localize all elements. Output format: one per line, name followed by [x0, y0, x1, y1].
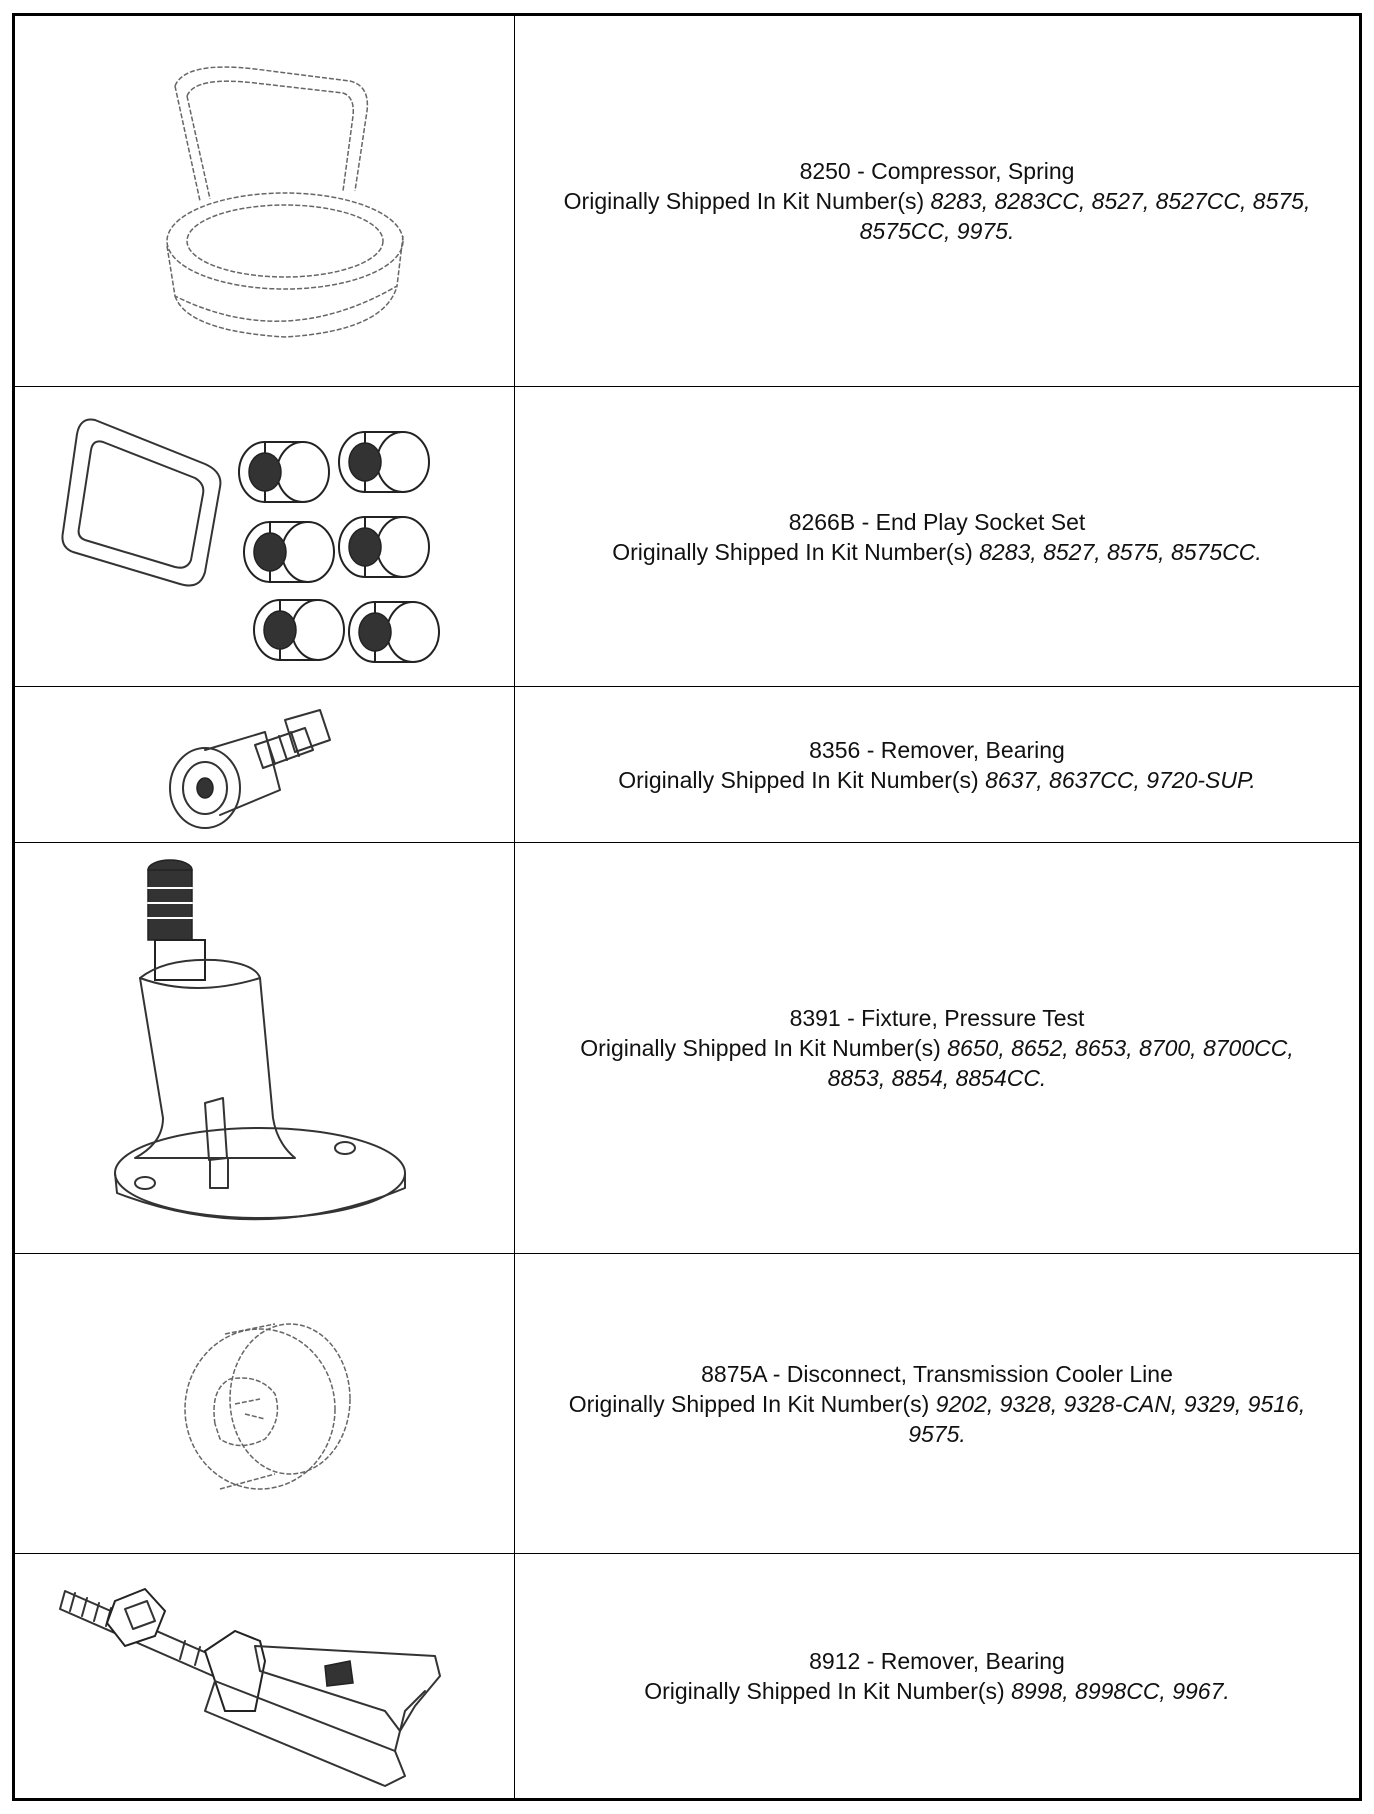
table-row — [15, 16, 1359, 386]
kit-prefix: Originally Shipped In Kit Number(s) — [644, 1678, 1005, 1704]
image-cell — [15, 1554, 515, 1798]
kit-list — [569, 1389, 1305, 1419]
kit-prefix: Originally Shipped In Kit Number(s) — [618, 766, 979, 793]
description-cell — [515, 843, 1359, 1253]
kit-list — [564, 186, 1311, 216]
bearing-puller-icon — [55, 1561, 475, 1791]
tool-catalog-table — [12, 13, 1362, 1801]
kit-list — [580, 1033, 1293, 1063]
pressure-test-fixture-icon — [105, 848, 425, 1248]
kit-list — [644, 1676, 1230, 1706]
kit-numbers: 9202, 9328, 9328-CAN, 9329, 9516, — [935, 1390, 1306, 1417]
socket-group — [239, 432, 439, 662]
kit-numbers-continued: 8853, 8854, 8854CC. — [827, 1065, 1047, 1091]
table-row — [15, 1554, 1359, 1798]
kit-numbers-continued: 9575. — [908, 1420, 966, 1447]
image-cell — [15, 16, 515, 386]
tool-title: 8356 - Remover, Bearing — [809, 736, 1065, 763]
kit-list — [612, 537, 1262, 567]
kit-prefix: Originally Shipped In Kit Number(s) — [563, 188, 925, 214]
image-cell — [15, 1254, 515, 1553]
table-row — [15, 1254, 1359, 1553]
kit-numbers: 8650, 8652, 8653, 8700, 8700CC, — [947, 1035, 1294, 1061]
image-cell — [15, 387, 515, 686]
tool-title: 8250 - Compressor, Spring — [799, 158, 1075, 184]
kit-prefix: Originally Shipped In Kit Number(s) — [568, 1390, 930, 1417]
kit-numbers: 8283, 8527, 8575, 8575CC. — [979, 538, 1262, 565]
description-cell — [515, 387, 1359, 686]
table-row — [15, 387, 1359, 686]
kit-numbers: 8283, 8283CC, 8527, 8527CC, 8575, — [930, 188, 1311, 214]
description-cell — [515, 687, 1359, 842]
description-cell — [515, 16, 1359, 386]
end-play-socket-set-icon — [55, 392, 475, 682]
description-cell — [515, 1254, 1359, 1553]
kit-numbers: 8637, 8637CC, 9720-SUP. — [985, 766, 1256, 793]
table-row — [15, 687, 1359, 842]
tool-title: 8912 - Remover, Bearing — [809, 1648, 1065, 1674]
image-cell — [15, 687, 515, 842]
kit-numbers: 8998, 8998CC, 9967. — [1011, 1678, 1230, 1704]
table-row — [15, 843, 1359, 1253]
kit-list — [618, 765, 1256, 795]
kit-prefix: Originally Shipped In Kit Number(s) — [580, 1035, 941, 1061]
spring-compressor-icon — [105, 41, 425, 361]
kit-numbers-continued: 8575CC, 9975. — [859, 218, 1015, 244]
tool-title: 8875A - Disconnect, Transmission Cooler Line — [701, 1360, 1173, 1387]
tool-title: 8391 - Fixture, Pressure Test — [789, 1005, 1085, 1031]
bearing-remover-icon — [155, 690, 375, 840]
description-cell — [515, 1554, 1359, 1798]
kit-prefix: Originally Shipped In Kit Number(s) — [612, 538, 973, 565]
tool-title: 8266B - End Play Socket Set — [788, 508, 1086, 535]
cooler-line-disconnect-icon — [165, 1304, 365, 1504]
image-cell — [15, 843, 515, 1253]
